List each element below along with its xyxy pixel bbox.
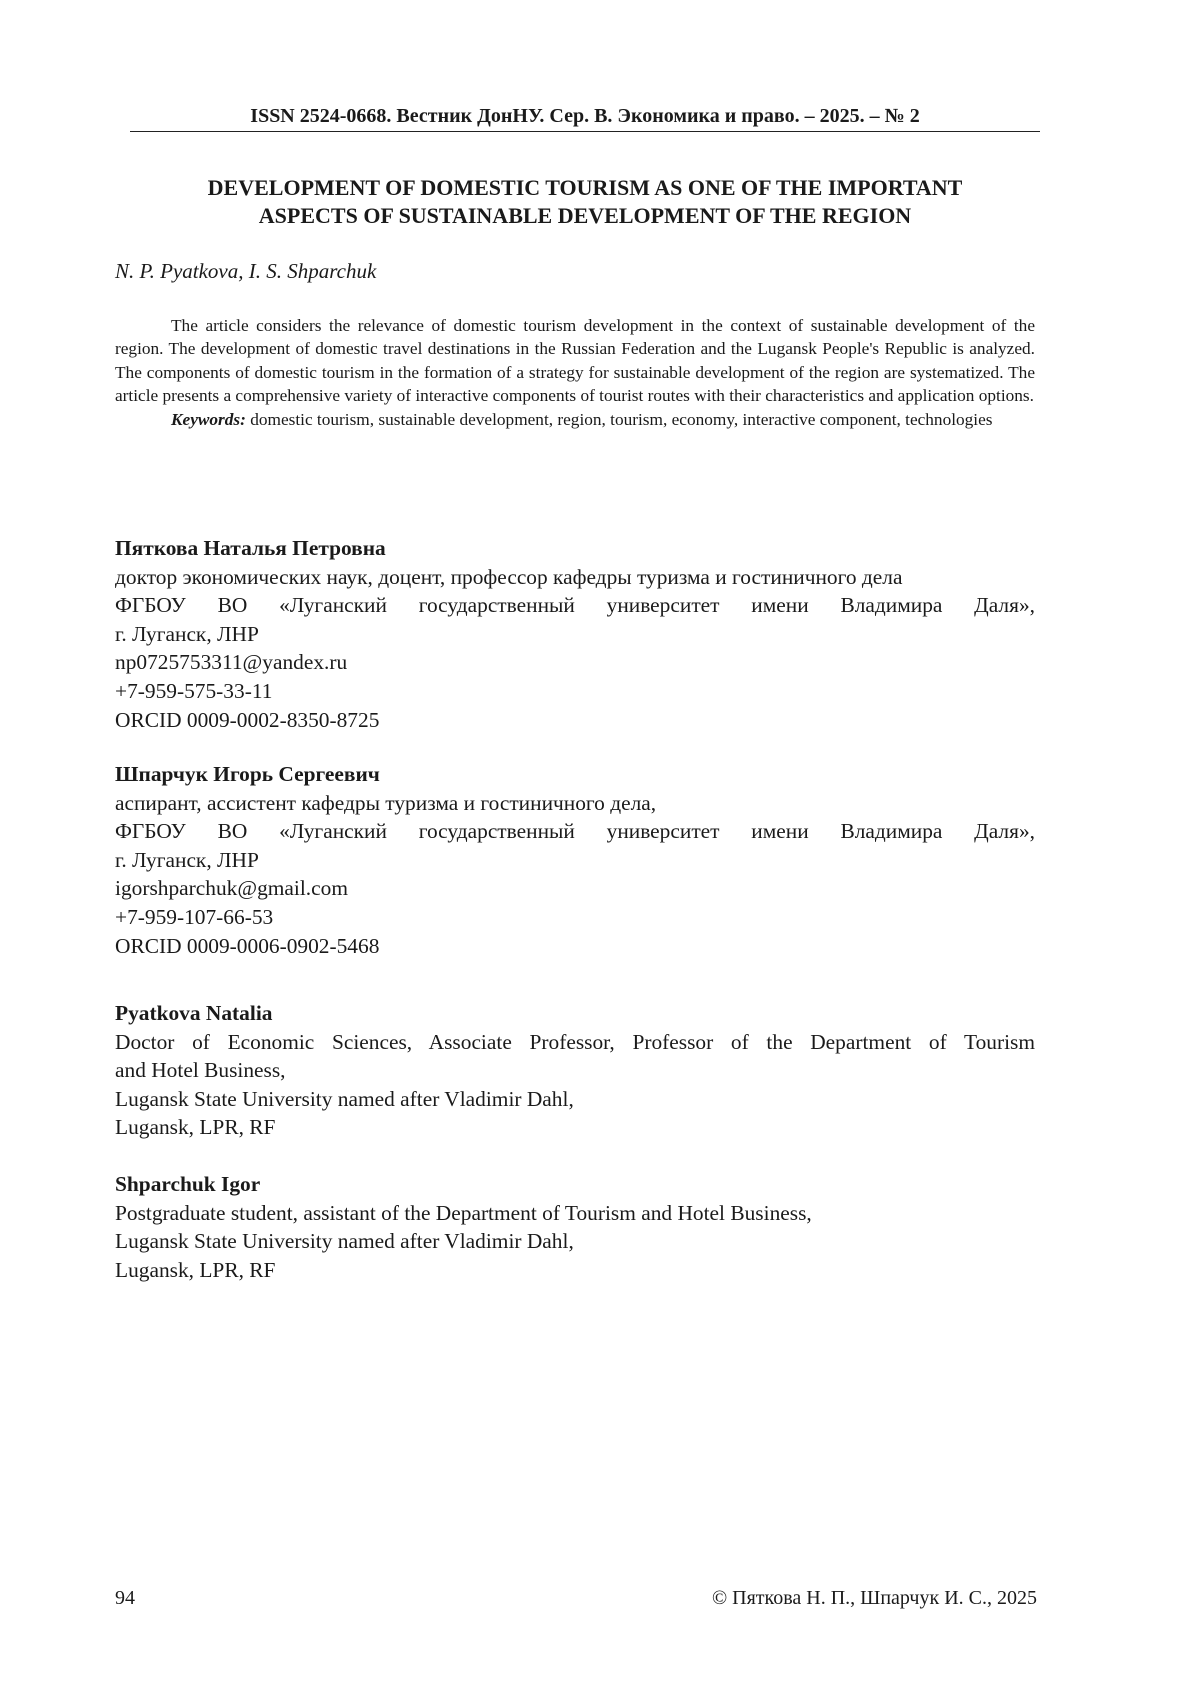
author-ru-2-organization: ФГБОУ ВО «Луганский государственный университет имени Владимира Даля», (115, 819, 1035, 844)
author-ru-1-city: г. Луганск, ЛНР (115, 621, 259, 646)
author-en-2-position: Postgraduate student, assistant of the Department of Tourism and Hotel Business, (115, 1200, 812, 1225)
article-title-line-1: DEVELOPMENT OF DOMESTIC TOURISM AS ONE OF THE IMPORTANT (207, 175, 963, 200)
author-en-1-city: Lugansk, LPR, RF (115, 1115, 276, 1140)
header-divider (130, 131, 1040, 132)
author-ru-1-name: Пяткова Наталья Петровна (115, 536, 386, 560)
keywords-text: domestic tourism, sustainable development, region, tourism, economy, interactive component, technologies (250, 409, 993, 429)
author-en-1 (115, 999, 1035, 1142)
author-ru-2-phone: +7-959-107-66-53 (115, 904, 274, 929)
journal-header: ISSN 2524-0668. Вестник ДонНУ. Сер. В. Экономика и право. – 2025. – № 2 (250, 105, 920, 127)
author-en-2-name: Shparchuk Igor (115, 1172, 261, 1196)
author-ru-1-position: доктор экономических наук, доцент, профессор кафедры туризма и гостиничного дела (115, 564, 903, 589)
article-title-line-2: ASPECTS OF SUSTAINABLE DEVELOPMENT OF THE REGION (258, 203, 912, 228)
author-ru-2-city: г. Луганск, ЛНР (115, 847, 259, 872)
author-ru-2 (115, 760, 1035, 960)
article-authors: N. P. Pyatkova, I. S. Shparchuk (115, 259, 377, 283)
author-en-1-position-line-2: and Hotel Business, (115, 1058, 286, 1083)
author-en-2 (115, 1170, 1035, 1284)
page-number: 94 (115, 1587, 135, 1609)
article-title (115, 174, 1055, 230)
author-ru-1-email: np0725753311@yandex.ru (115, 650, 348, 675)
author-en-1-name: Pyatkova Natalia (115, 1001, 273, 1025)
author-ru-2-orcid: ORCID 0009-0006-0902-5468 (115, 933, 380, 958)
keywords-label: Keywords: (171, 409, 246, 429)
author-ru-1-phone: +7-959-575-33-11 (115, 678, 273, 703)
copyright-notice: © Пяткова Н. П., Шпарчук И. С., 2025 (711, 1587, 1037, 1609)
author-ru-2-name: Шпарчук Игорь Сергеевич (115, 762, 380, 786)
keywords (115, 408, 1035, 431)
author-en-1-organization: Lugansk State University named after Vladimir Dahl, (115, 1086, 574, 1111)
author-ru-1-orcid: ORCID 0009-0002-8350-8725 (115, 707, 380, 732)
abstract-text: The article considers the relevance of domestic tourism development in the context of sustainable development of the region. The development of domestic travel destinations in the Russian Federation and the Lugansk People's Republic is analyzed. The components of domestic tourism in the formation of a strategy for sustainable development of the region are systematized. The article presents a comprehensive variety of interactive components of tourist routes with their characteristics and application options. (115, 316, 1035, 406)
author-ru-2-email: igorshparchuk@gmail.com (115, 876, 348, 901)
author-ru-1-organization: ФГБОУ ВО «Луганский государственный университет имени Владимира Даля», (115, 593, 1035, 618)
author-en-1-position-line-1: Doctor of Economic Sciences, Associate Professor, Professor of the Department of Tourism (115, 1029, 1035, 1054)
author-en-2-city: Lugansk, LPR, RF (115, 1257, 276, 1282)
author-ru-1 (115, 534, 1035, 734)
author-ru-2-position: аспирант, ассистент кафедры туризма и гостиничного дела, (115, 790, 657, 815)
abstract (115, 314, 1035, 431)
author-en-2-organization: Lugansk State University named after Vladimir Dahl, (115, 1229, 574, 1254)
